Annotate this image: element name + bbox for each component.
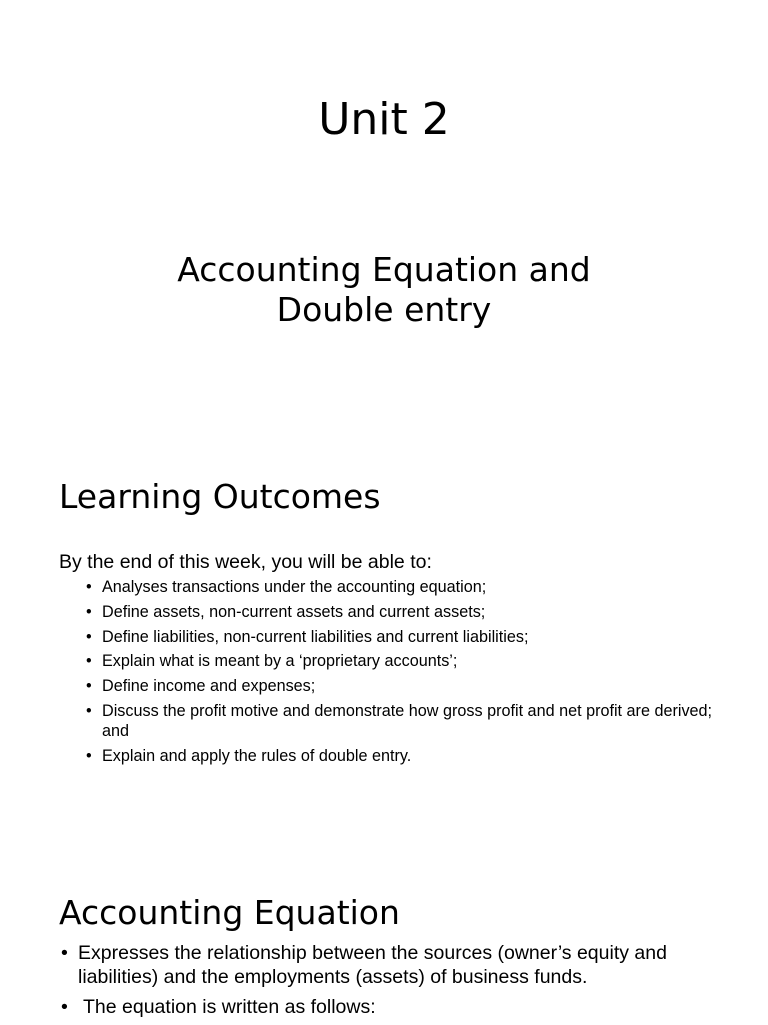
unit-subtitle-line-1: Accounting Equation and [177,250,591,289]
learning-outcomes-heading: Learning Outcomes [59,477,381,516]
learning-outcomes-list [86,577,726,771]
bullet-icon: • [86,627,92,646]
list-item-text: Define liabilities, non-current liabilities and current liabilities; [102,627,529,646]
list-item-text: The equation is written as follows: [83,996,376,1018]
list-item-text: Define assets, non-current assets and current assets; [102,602,486,621]
list-item-text: Analyses transactions under the accounting equation; [102,578,487,596]
list-item [61,941,741,989]
list-item-text: Explain what is meant by a ‘proprietary accounts’; [102,652,458,671]
list-item-text: Discuss the profit motive and demonstrate how gross profit and net profit are derived; and [102,701,713,740]
list-item-text: Define income and expenses; [102,677,316,696]
bullet-icon: • [86,677,92,696]
unit-title: Unit 2 [318,94,450,145]
bullet-icon: • [86,602,92,621]
bullet-icon: • [86,652,92,671]
list-item [86,651,726,671]
list-item-text: Expresses the relationship between the sources (owner’s equity and liabilities) and the employments (assets) of business funds. [78,942,667,988]
accounting-equation-heading: Accounting Equation [59,893,400,932]
list-item [86,577,726,597]
unit-subtitle [0,250,768,330]
bullet-icon: • [86,746,92,765]
list-item [86,746,726,766]
accounting-equation-list [61,941,741,1025]
list-item [86,627,726,647]
unit-subtitle-line-2: Double entry [276,290,492,329]
bullet-icon: • [61,996,68,1018]
list-item-text: Explain and apply the rules of double entry. [102,746,412,765]
list-item [86,676,726,696]
list-item [86,701,726,741]
list-item [61,995,741,1019]
bullet-icon: • [86,578,92,596]
learning-outcomes-intro: By the end of this week, you will be able to: [59,551,432,573]
list-item [86,602,726,622]
bullet-icon: • [86,701,92,720]
bullet-icon: • [61,942,68,964]
